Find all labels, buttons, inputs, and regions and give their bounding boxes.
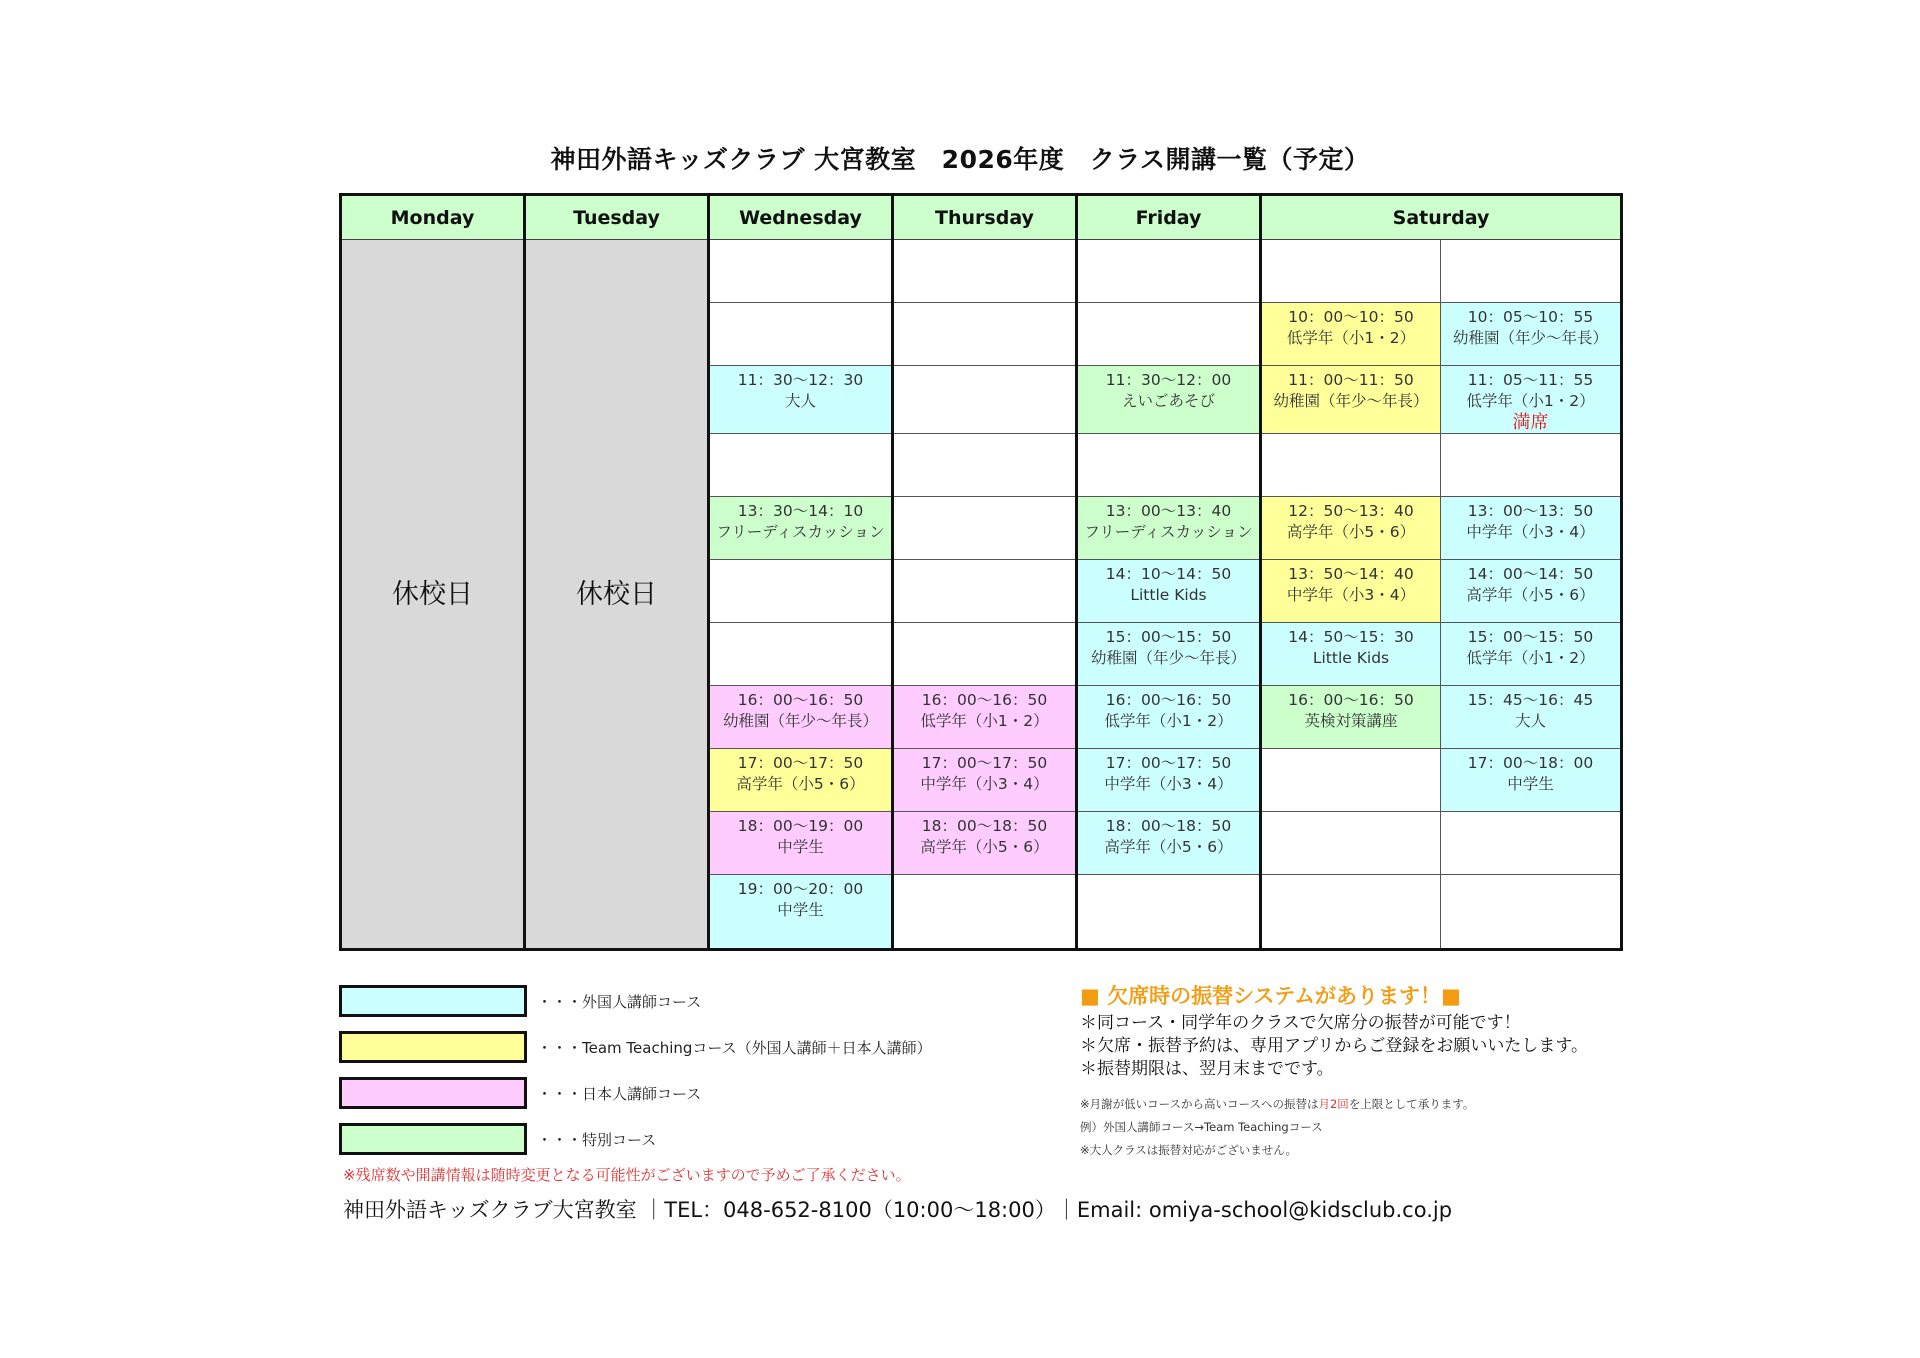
legend-item-foreign (339, 978, 932, 1024)
class-name: 高学年（小5・6） (1104, 838, 1233, 856)
class-cell (1261, 560, 1441, 623)
empty-cell (1261, 749, 1441, 812)
class-name: 中学年（小3・4） (920, 775, 1049, 793)
class-name: 低学年（小1・2） (1466, 649, 1595, 667)
makeup-note-text: ※月謝が低いコースから高いコースへの振替は (1080, 1097, 1319, 1111)
class-cell (1261, 497, 1441, 560)
class-name: 幼稚園（年少～年長） (1452, 329, 1608, 347)
class-name: 幼稚園（年少～年長） (722, 712, 878, 730)
empty-cell (1077, 303, 1261, 366)
class-name: Little Kids (1312, 649, 1390, 667)
day-header-row (341, 195, 1622, 240)
class-time: 19：00～20：00 (737, 880, 864, 898)
makeup-note-adult: ※大人クラスは振替対応がございません。 (1080, 1143, 1297, 1157)
empty-cell (893, 623, 1077, 686)
empty-cell (709, 434, 893, 497)
legend-swatch-yellow (339, 1031, 527, 1063)
class-time: 16：00～16：50 (1105, 691, 1232, 709)
empty-cell (1441, 434, 1622, 497)
class-cell (1077, 812, 1261, 875)
class-cell (1441, 686, 1622, 749)
empty-cell (709, 240, 893, 303)
class-name: 高学年（小5・6） (920, 838, 1049, 856)
makeup-note-text: を上限として承ります。 (1348, 1097, 1475, 1111)
makeup-line: ＊振替期限は、翌月末までです。 (1080, 1059, 1334, 1079)
class-time: 10：05～10：55 (1467, 308, 1594, 326)
class-cell (893, 749, 1077, 812)
class-time: 17：00～17：50 (1105, 754, 1232, 772)
class-cell (1077, 560, 1261, 623)
class-time: 13：00～13：40 (1105, 502, 1232, 520)
class-name: 大人 (1514, 712, 1546, 730)
class-name: 中学年（小3・4） (1104, 775, 1233, 793)
empty-cell (893, 434, 1077, 497)
class-cell (1261, 686, 1441, 749)
class-name: 高学年（小5・6） (1466, 586, 1595, 604)
schedule-body (341, 240, 1622, 950)
empty-cell (1261, 240, 1441, 303)
legend-item-japanese (339, 1070, 932, 1116)
class-name: 低学年（小1・2） (1286, 329, 1416, 347)
class-time: 11：30～12：00 (1105, 371, 1232, 389)
makeup-note (1080, 1093, 1588, 1116)
header-friday: Friday (1077, 195, 1261, 240)
legend-swatch-green (339, 1123, 527, 1155)
empty-cell (709, 560, 893, 623)
legend-label: ・・・外国人講師コース (537, 992, 702, 1011)
class-schedule-table (339, 193, 1623, 951)
empty-cell (893, 560, 1077, 623)
header-wednesday: Wednesday (709, 195, 893, 240)
class-cell (709, 749, 893, 812)
empty-cell (893, 303, 1077, 366)
header-tuesday: Tuesday (525, 195, 709, 240)
empty-cell (893, 240, 1077, 303)
class-time: 13：50～14：40 (1288, 565, 1414, 583)
class-cell (1441, 749, 1622, 812)
legend-swatch-blue (339, 985, 527, 1017)
class-cell (893, 812, 1077, 875)
class-time: 18：00～18：50 (921, 817, 1048, 835)
class-cell (1077, 623, 1261, 686)
class-cell (709, 875, 893, 950)
class-cell (709, 366, 893, 434)
class-cell (1077, 686, 1261, 749)
class-time: 13：00～13：50 (1467, 502, 1594, 520)
change-notice: ※残席数や開講情報は随時変更となる可能性がございますので予めご了承ください。 (343, 1166, 911, 1184)
header-monday: Monday (341, 195, 525, 240)
full-status-badge: 満席 (1512, 412, 1549, 433)
class-time: 16：00～16：50 (737, 691, 864, 709)
class-time: 18：00～18：50 (1105, 817, 1232, 835)
empty-cell (709, 303, 893, 366)
class-cell (1441, 366, 1622, 434)
legend-label: ・・・日本人講師コース (537, 1084, 702, 1103)
header-thursday: Thursday (893, 195, 1077, 240)
class-name: 大人 (784, 392, 816, 410)
class-time: 13：30～14：10 (737, 502, 864, 520)
legend-label: ・・・特別コース (537, 1130, 657, 1149)
tuesday-closed-cell: 休校日 (525, 240, 709, 950)
class-name: 低学年（小1・2） (1104, 712, 1233, 730)
class-time: 14：10～14：50 (1105, 565, 1232, 583)
time-slot-row (341, 240, 1622, 303)
class-time: 18：00～19：00 (737, 817, 864, 835)
class-cell (1441, 560, 1622, 623)
class-time: 15：00～15：50 (1467, 628, 1594, 646)
class-time: 14：50～15：30 (1288, 628, 1414, 646)
empty-cell (1441, 812, 1622, 875)
class-name: 中学生 (777, 838, 824, 856)
makeup-system-info (1080, 980, 1588, 1162)
empty-cell (1261, 434, 1441, 497)
legend-item-special (339, 1116, 932, 1162)
class-name: フリーディスカッション (1084, 523, 1253, 541)
empty-cell (1441, 240, 1622, 303)
class-time: 17：00～17：50 (921, 754, 1048, 772)
class-cell (1077, 366, 1261, 434)
class-cell (1261, 303, 1441, 366)
class-name: 高学年（小5・6） (1286, 523, 1416, 541)
class-name: 中学年（小3・4） (1286, 586, 1416, 604)
class-cell (1441, 303, 1622, 366)
makeup-note-highlight: 月2回 (1318, 1097, 1349, 1111)
makeup-title: ■ 欠席時の振替システムがあります！■ (1080, 984, 1461, 1008)
class-name: 低学年（小1・2） (1466, 392, 1595, 410)
class-name: 幼稚園（年少～年長） (1090, 649, 1246, 667)
empty-cell (1441, 875, 1622, 950)
class-time: 16：00～16：50 (921, 691, 1048, 709)
monday-closed-cell: 休校日 (341, 240, 525, 950)
class-name: フリーディスカッション (716, 523, 885, 541)
empty-cell (1261, 875, 1441, 950)
empty-cell (893, 875, 1077, 950)
class-time: 10：00～10：50 (1288, 308, 1414, 326)
class-cell (709, 497, 893, 560)
class-time: 11：00～11：50 (1288, 371, 1414, 389)
makeup-line: ＊同コース・同学年のクラスで欠席分の振替が可能です！ (1080, 1013, 1521, 1033)
class-name: 中学生 (1507, 775, 1554, 793)
class-time: 14：00～14：50 (1467, 565, 1594, 583)
empty-cell (1077, 240, 1261, 303)
empty-cell (893, 366, 1077, 434)
class-cell (1261, 623, 1441, 686)
makeup-line: ＊欠席・振替予約は、専用アプリからご登録をお願いいたします。 (1080, 1036, 1588, 1056)
class-name: 幼稚園（年少～年長） (1273, 392, 1429, 410)
class-time: 15：45～16：45 (1467, 691, 1594, 709)
class-time: 11：30～12：30 (737, 371, 864, 389)
class-time: 17：00～18：00 (1467, 754, 1594, 772)
header-saturday: Saturday (1261, 195, 1622, 240)
class-time: 16：00～16：50 (1288, 691, 1414, 709)
makeup-note-example: 例）外国人講師コース→Team Teachingコース (1080, 1120, 1323, 1134)
class-cell (709, 812, 893, 875)
class-time: 15：00～15：50 (1105, 628, 1232, 646)
class-cell (1077, 749, 1261, 812)
class-name: Little Kids (1130, 586, 1207, 604)
class-time: 12：50～13：40 (1288, 502, 1414, 520)
empty-cell (893, 497, 1077, 560)
class-name: 中学生 (777, 901, 824, 919)
class-cell (1261, 366, 1441, 434)
empty-cell (1077, 434, 1261, 497)
class-cell (1441, 497, 1622, 560)
class-cell (1441, 623, 1622, 686)
contact-footer: 神田外語キッズクラブ大宮教室 ｜TEL：048-652-8100（10:00～18:00）｜Email: omiya-school@kidsclub.co.jp (343, 1198, 1453, 1222)
class-name: 高学年（小5・6） (736, 775, 865, 793)
empty-cell (1077, 875, 1261, 950)
legend (339, 978, 932, 1162)
class-name: 低学年（小1・2） (920, 712, 1049, 730)
empty-cell (709, 623, 893, 686)
class-time: 17：00～17：50 (737, 754, 864, 772)
legend-label: ・・・Team Teachingコース（外国人講師＋日本人講師） (537, 1038, 932, 1057)
class-name: 中学年（小3・4） (1466, 523, 1595, 541)
page-title: 神田外語キッズクラブ 大宮教室 2026年度 クラス開講一覧（予定） (550, 145, 1370, 174)
legend-item-team-teaching (339, 1024, 932, 1070)
class-cell (893, 686, 1077, 749)
class-name: えいごあそび (1121, 392, 1215, 410)
class-time: 11：05～11：55 (1467, 371, 1594, 389)
class-name: 英検対策講座 (1304, 712, 1398, 730)
empty-cell (1261, 812, 1441, 875)
class-cell (709, 686, 893, 749)
class-cell (1077, 497, 1261, 560)
legend-swatch-pink (339, 1077, 527, 1109)
